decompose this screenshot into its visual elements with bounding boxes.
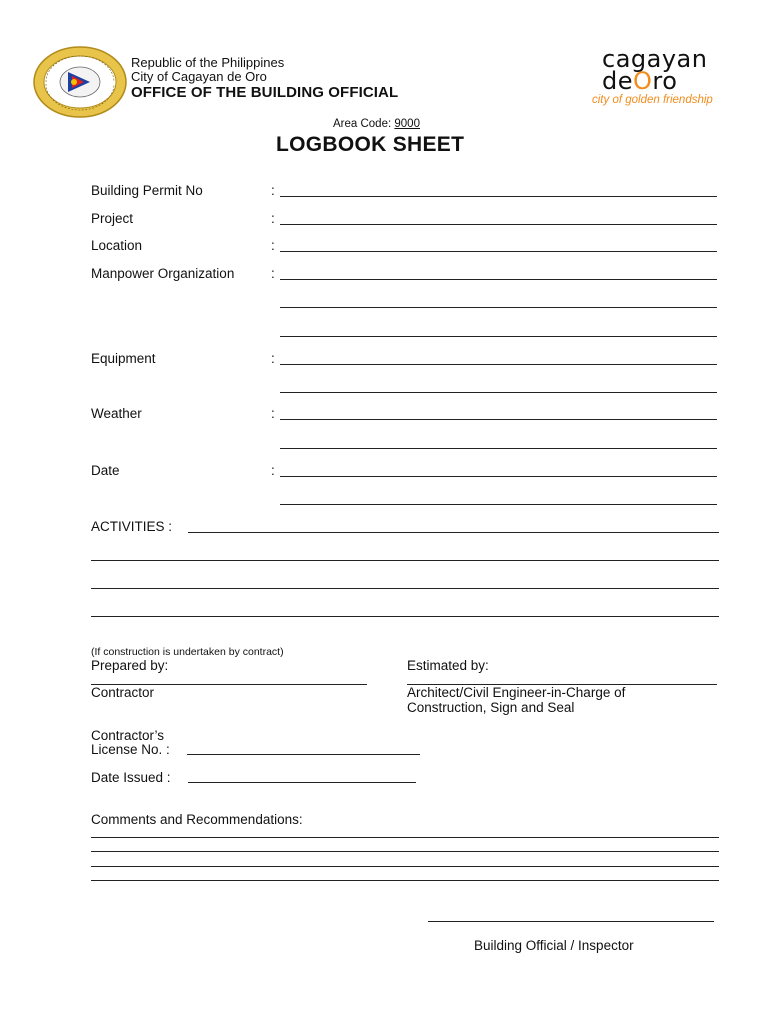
comments-field-line-2[interactable]: [91, 851, 719, 852]
comments-field-line-3[interactable]: [91, 866, 719, 867]
area-code: Area Code: 9000: [333, 118, 420, 130]
license-no-field[interactable]: [187, 754, 420, 755]
weather-field-line-2[interactable]: [280, 448, 717, 449]
brand-tagline: city of golden friendship: [592, 94, 713, 106]
date-field-line-1[interactable]: [280, 476, 717, 477]
manpower-field-line-2[interactable]: [280, 307, 717, 308]
activities-field-line-4[interactable]: [91, 616, 719, 617]
brand-word-deoro: deOro: [602, 67, 678, 95]
building-permit-field[interactable]: [280, 196, 717, 197]
manpower-field-line-3[interactable]: [280, 336, 717, 337]
official-signature-line[interactable]: [428, 921, 714, 922]
field-label-manpower: Manpower Organization: [91, 266, 235, 281]
comments-label: Comments and Recommendations:: [91, 812, 303, 827]
equipment-field-line-2[interactable]: [280, 392, 717, 393]
project-field[interactable]: [280, 224, 717, 225]
activities-field-line-2[interactable]: [91, 560, 719, 561]
activities-field-line-3[interactable]: [91, 588, 719, 589]
field-label-date: Date: [91, 463, 120, 478]
colon: :: [271, 211, 275, 226]
field-label-equipment: Equipment: [91, 351, 156, 366]
license-label-line-1: Contractor’s: [91, 728, 165, 743]
header-city: City of Cagayan de Oro: [131, 69, 267, 84]
contractor-label: Contractor: [91, 685, 155, 700]
license-label-line-2: License No. :: [91, 742, 170, 757]
contract-note: (If construction is undertaken by contract): [91, 646, 284, 658]
official-label: Building Official / Inspector: [474, 938, 634, 953]
field-label-building-permit: Building Permit No: [91, 183, 203, 198]
estimated-by-label: Estimated by:: [407, 658, 489, 673]
activities-field-line-1[interactable]: [188, 532, 719, 533]
brand-word-cagayan: cagayan: [602, 45, 708, 73]
date-field-line-2[interactable]: [280, 504, 717, 505]
equipment-field-line-1[interactable]: [280, 364, 717, 365]
colon: :: [271, 266, 275, 281]
prepared-by-label: Prepared by:: [91, 658, 169, 673]
colon: :: [271, 406, 275, 421]
date-issued-label: Date Issued :: [91, 770, 171, 785]
city-seal-logo: [32, 46, 128, 118]
field-label-project: Project: [91, 211, 134, 226]
manpower-field-line-1[interactable]: [280, 279, 717, 280]
header-office: OFFICE OF THE BUILDING OFFICIAL: [131, 84, 399, 101]
colon: :: [271, 351, 275, 366]
field-label-location: Location: [91, 238, 143, 253]
colon: :: [271, 183, 275, 198]
architect-label-line-2: Construction, Sign and Seal: [407, 700, 575, 715]
activities-label: ACTIVITIES :: [91, 519, 173, 534]
comments-field-line-1[interactable]: [91, 837, 719, 838]
field-label-weather: Weather: [91, 406, 142, 421]
comments-field-line-4[interactable]: [91, 880, 719, 881]
colon: :: [271, 238, 275, 253]
weather-field-line-1[interactable]: [280, 419, 717, 420]
page-title: LOGBOOK SHEET: [276, 133, 465, 156]
date-issued-field[interactable]: [188, 782, 416, 783]
header-republic: Republic of the Philippines: [131, 55, 285, 70]
colon: :: [271, 463, 275, 478]
architect-label-line-1: Architect/Civil Engineer-in-Charge of: [407, 685, 626, 700]
location-field[interactable]: [280, 251, 717, 252]
cagayan-de-oro-brand-logo: [592, 46, 742, 112]
